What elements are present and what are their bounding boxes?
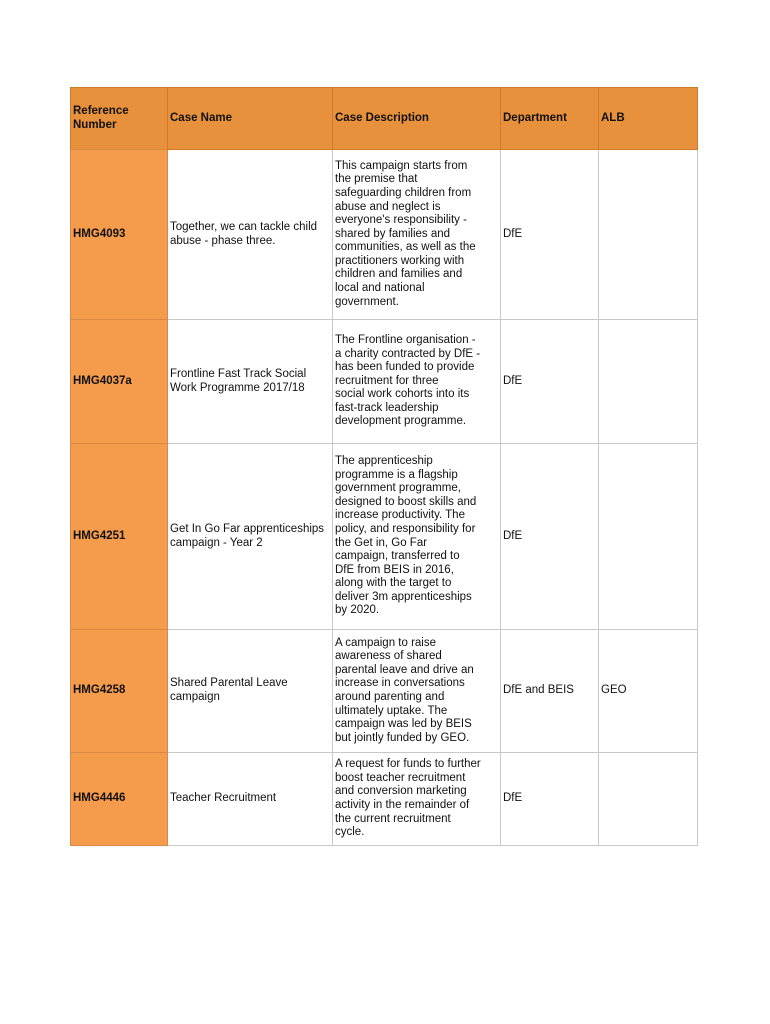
cell-case-description: The apprenticeship programme is a flagship government programme, designed to boost skills and increase productivity. The policy, and responsibility for the Get in, Go Far campaign, transferred to DfE from BEIS in 2016, along with the target to deliver 3m apprenticeships by 2020. xyxy=(333,444,501,630)
table-row xyxy=(71,444,698,630)
cell-alb xyxy=(599,320,698,444)
cell-case-name: Get In Go Far apprenticeships campaign - Year 2 xyxy=(168,444,333,630)
header-department: Department xyxy=(501,88,599,150)
cell-alb xyxy=(599,753,698,846)
cell-case-description: The Frontline organisation - a charity contracted by DfE - has been funded to provide recruitment for three social work cohorts into its fast-track leadership development programme. xyxy=(333,320,501,444)
table-row xyxy=(71,150,698,320)
cell-case-description: This campaign starts from the premise that safeguarding children from abuse and neglect is everyone's responsibility - shared by families and communities, as well as the practitioners working with children and families and local and national government. xyxy=(333,150,501,320)
cell-reference-number: HMG4093 xyxy=(71,150,168,320)
cell-case-name: Together, we can tackle child abuse - phase three. xyxy=(168,150,333,320)
cell-reference-number: HMG4258 xyxy=(71,630,168,753)
table-row xyxy=(71,320,698,444)
header-alb: ALB xyxy=(599,88,698,150)
cell-department: DfE xyxy=(501,753,599,846)
cell-case-name: Frontline Fast Track Social Work Programme 2017/18 xyxy=(168,320,333,444)
cell-reference-number: HMG4037a xyxy=(71,320,168,444)
cell-case-name: Shared Parental Leave campaign xyxy=(168,630,333,753)
cell-department: DfE and BEIS xyxy=(501,630,599,753)
cell-reference-number: HMG4251 xyxy=(71,444,168,630)
header-row xyxy=(71,88,698,150)
cell-case-description: A campaign to raise awareness of shared parental leave and drive an increase in conversations around parenting and ultimately uptake. The campaign was led by BEIS but jointly funded by GEO. xyxy=(333,630,501,753)
header-case-name: Case Name xyxy=(168,88,333,150)
header-case-description: Case Description xyxy=(333,88,501,150)
cell-alb xyxy=(599,150,698,320)
cell-alb: GEO xyxy=(599,630,698,753)
case-table xyxy=(70,87,698,846)
cell-case-name: Teacher Recruitment xyxy=(168,753,333,846)
cell-case-description: A request for funds to further boost teacher recruitment and conversion marketing activity in the remainder of the current recruitment cycle. xyxy=(333,753,501,846)
cell-alb xyxy=(599,444,698,630)
cell-department: DfE xyxy=(501,444,599,630)
table-row xyxy=(71,630,698,753)
cell-department: DfE xyxy=(501,320,599,444)
header-reference-number: Reference Number xyxy=(71,88,168,150)
cell-reference-number: HMG4446 xyxy=(71,753,168,846)
cell-department: DfE xyxy=(501,150,599,320)
table-row xyxy=(71,753,698,846)
